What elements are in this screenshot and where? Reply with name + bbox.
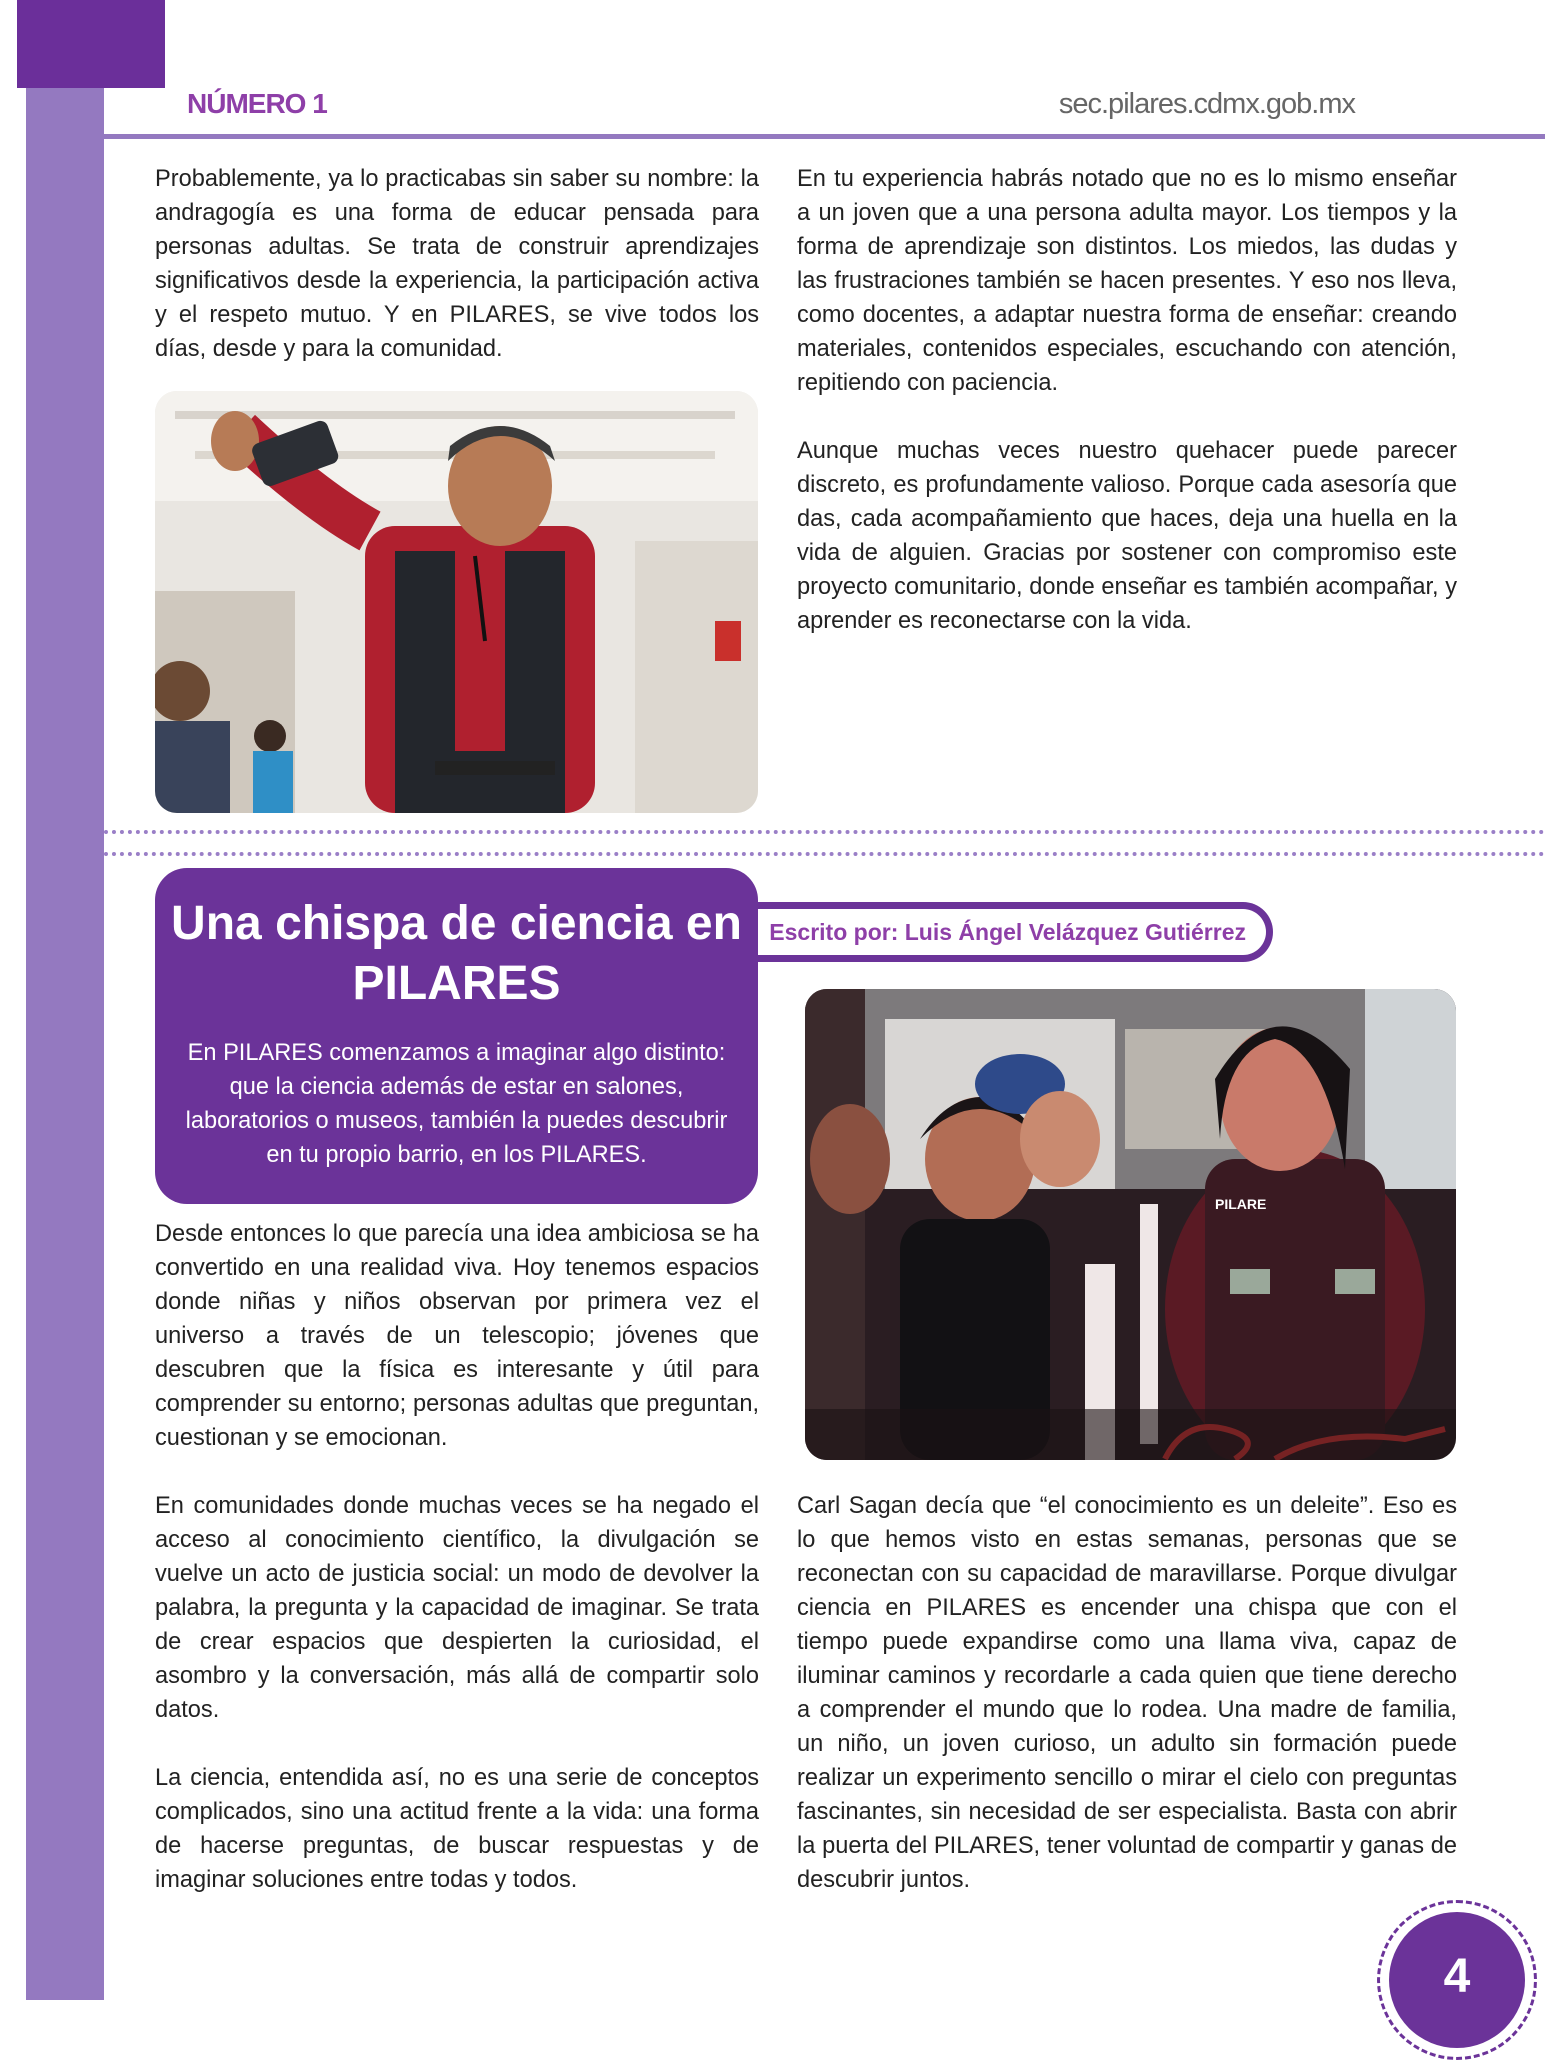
paragraph: Desde entonces lo que parecía una idea ambiciosa se ha convertido en una realidad viva. Hoy tenemos espacios donde niñas y niños observan por primera vez el universo a través de un telescopio; jóvenes que descubren que la física es interesante y útil para comprender su entorno; personas adultas que preguntan, cuestionan y se emocionan. [155, 1221, 759, 1451]
paragraph: En comunidades donde muchas veces se ha negado el acceso al conocimiento científico, la divulgación se vuelve un acto de justicia social: un modo de devolver la palabra, la pregunta y la capacidad de imaginar. Se trata de crear espacios que despierten la curiosidad, el asombro y la conversación, más allá de compartir solo datos. [155, 1493, 759, 1723]
photo-man-selfie [155, 391, 758, 813]
issue-number: NÚMERO 1 [187, 88, 327, 119]
byline [745, 902, 1273, 962]
section-divider-dots [104, 830, 1545, 834]
paragraph: En tu experiencia habrás notado que no es lo mismo enseñar a un joven que a una persona adulta mayor. Los tiempos y la forma de aprendizaje son distintos. Los miedos, las dudas y las frustraciones también se hacen presentes. Y eso nos lleva, como docentes, a adaptar nuestra forma de enseñar: creando materiales, contenidos especiales, escuchando con atención, repitiendo con paciencia. [797, 166, 1457, 396]
paragraph: La ciencia, entendida así, no es una serie de conceptos complicados, sino una actitud frente a la vida: una forma de hacerse preguntas, de buscar respuestas y de imaginar soluciones entre todas y todos. [155, 1765, 759, 1893]
vest-label: PILARE [1215, 1196, 1267, 1212]
paragraph: Carl Sagan decía que “el conocimiento es un deleite”. Eso es lo que hemos visto en estas semanas, personas que se reconectan con su capacidad de maravillarse. Porque divulgar ciencia en PILARES es encender una chispa que con el tiempo puede expandirse como una llama viva, capaz de iluminar caminos y recordarle a cada quien que tiene derecho a comprender el mundo que lo rodea. Una madre de familia, un niño, un joven curioso, un adulto sin formación puede realizar un experimento sencillo o mirar el cielo con preguntas fascinantes, sin necesidad de ser especialista. Basta con abrir la puerta del PILARES, tener voluntad de compartir y ganas de descubrir juntos. [797, 1493, 1457, 1893]
article-lead: En PILARES comenzamos a imaginar algo distinto: que la ciencia además de estar en salones, laboratorios o museos, también la puedes descubrir en tu propio barrio, en los PILARES. [185, 1040, 728, 1168]
photo-science-workshop-illustration [805, 989, 1456, 1460]
corner-block [17, 0, 165, 88]
header-divider [104, 134, 1545, 139]
section1-left-column [155, 162, 759, 400]
section2-left-column [155, 1217, 759, 1931]
section-divider-dots [104, 852, 1545, 856]
site-url[interactable]: sec.pilares.cdmx.gob.mx [1058, 88, 1355, 120]
paragraph: Probablemente, ya lo practicabas sin saber su nombre: la andragogía es una forma de educar pensada para personas adultas. Se trata de construir aprendizajes significativos desde la experiencia, la participación activa y el respeto mutuo. Y en PILARES, se vive todos los días, desde y para la comunidad. [155, 166, 759, 362]
author: Escrito por: Luis Ángel Velázquez Gutiérrez [769, 918, 1246, 945]
article-title-box [155, 868, 758, 1204]
page-number: 4 [1389, 1912, 1525, 2048]
paragraph: Aunque muchas veces nuestro quehacer puede parecer discreto, es profundamente valioso. Porque cada asesoría que das, cada acompañamiento que haces, deja una huella en la vida de alguien. Gracias por sostener con compromiso este proyecto comunitario, donde enseñar es también acompañar, y aprender es reconectarse con la vida. [797, 438, 1457, 634]
article-title: Una chispa de ciencia en PILARES [171, 897, 742, 1010]
photo-man-selfie-illustration [155, 391, 758, 813]
section2-right-column [797, 1489, 1457, 1931]
left-side-bar [26, 0, 104, 2000]
photo-science-workshop [805, 989, 1456, 1460]
section1-right-column [797, 162, 1457, 672]
